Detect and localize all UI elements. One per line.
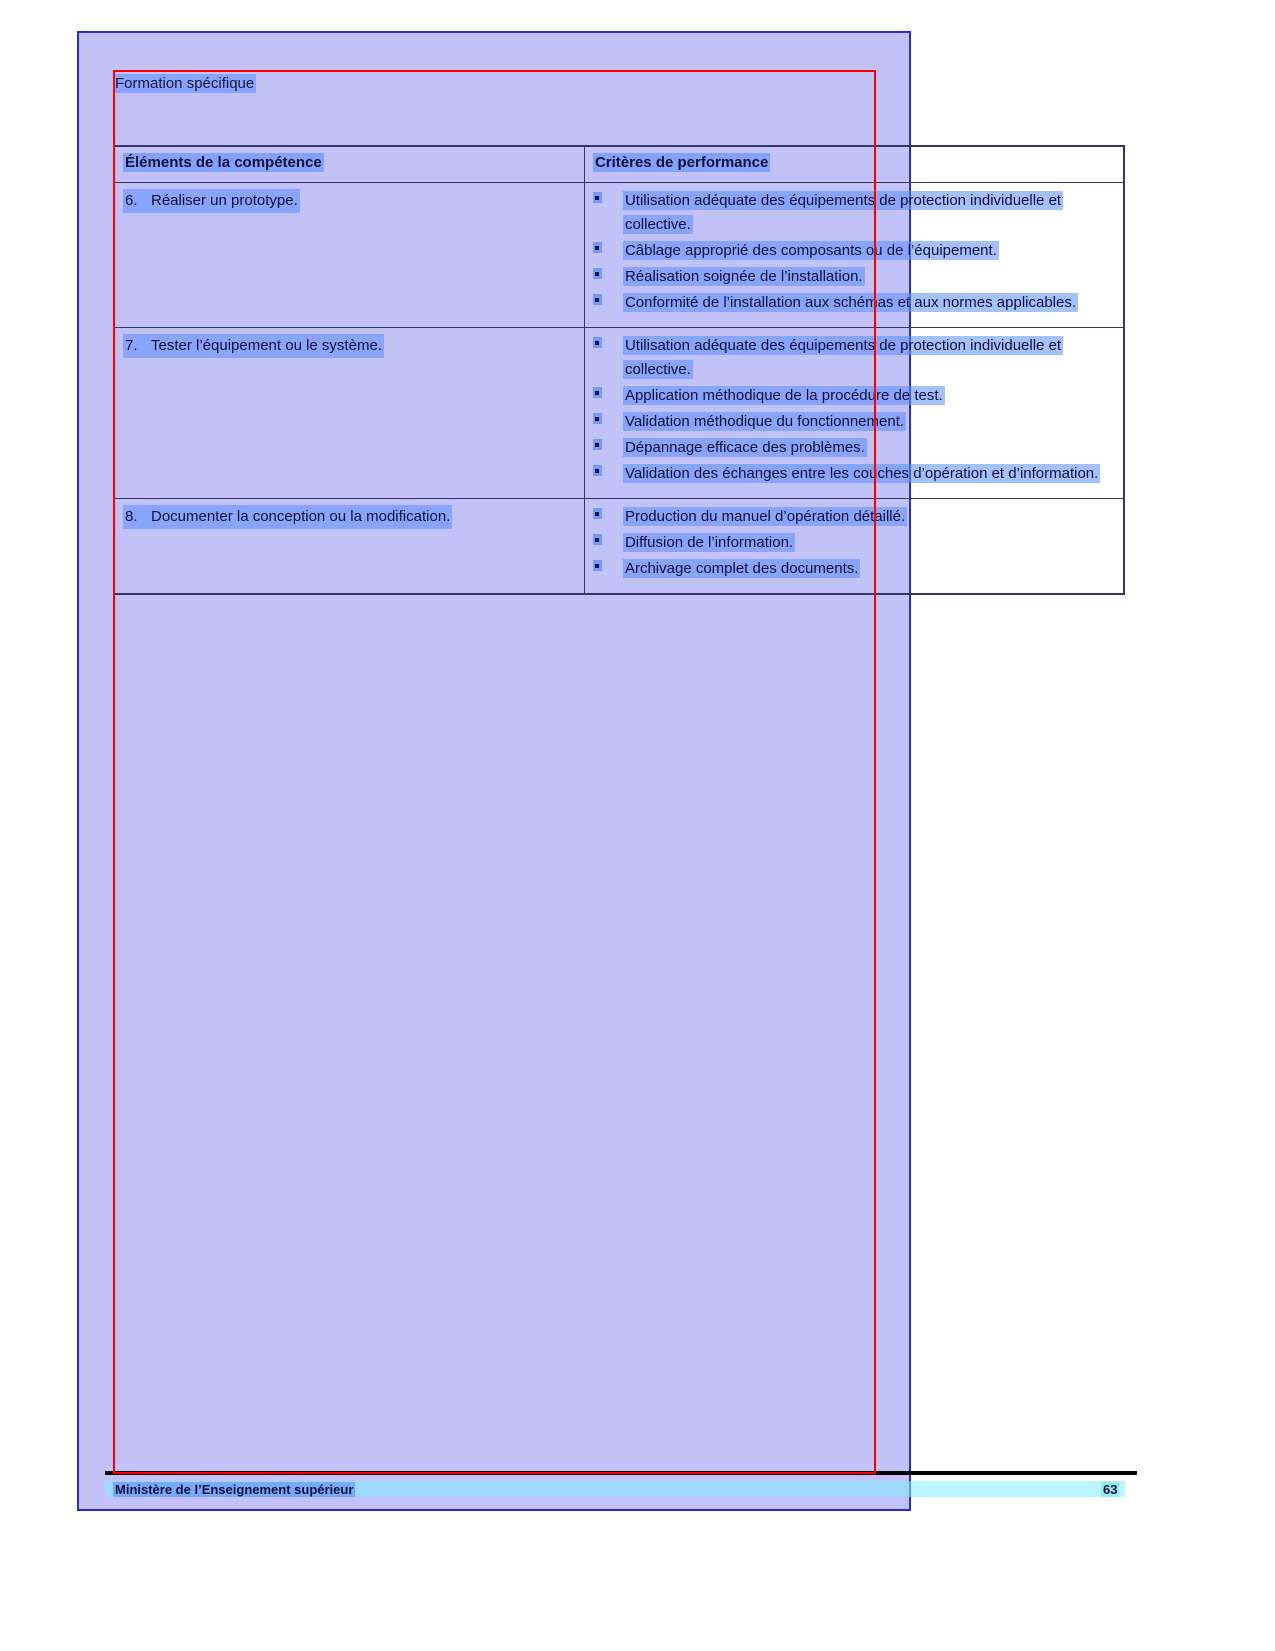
table-row (114, 183, 1124, 328)
criteria-cell (584, 328, 1124, 499)
list-item: Validation des échanges entre les couches d’opération et d’information. (593, 462, 1115, 486)
list-item: Utilisation adéquate des équipements de protection individuelle et collective. (593, 334, 1115, 382)
column-header-elements: Éléments de la compétence (125, 154, 322, 171)
element-cell (114, 499, 584, 595)
criteria-cell (584, 499, 1124, 595)
bullet-icon (593, 192, 602, 203)
table-header-row (114, 146, 1124, 183)
list-item: Validation méthodique du fonctionnement. (593, 410, 1115, 434)
bullet-icon (593, 294, 602, 305)
element-line (123, 334, 384, 358)
header-cell-criteria (584, 146, 1124, 183)
element-number: 6. (125, 192, 138, 209)
list-item: Dépannage efficace des problèmes. (593, 436, 1115, 460)
criteria-list (593, 189, 1115, 315)
bullet-icon (593, 242, 602, 253)
element-cell (114, 183, 584, 328)
competence-table (113, 145, 1125, 595)
element-cell (114, 328, 584, 499)
table-row (114, 328, 1124, 499)
footer-organisation: Ministère de l’Enseignement supérieur (115, 1482, 354, 1497)
element-number: 7. (125, 337, 138, 354)
element-label: Documenter la conception ou la modification. (151, 508, 451, 525)
element-line (123, 505, 452, 529)
bullet-icon (593, 465, 602, 476)
bullet-icon (593, 387, 602, 398)
list-item: Archivage complet des documents. (593, 557, 1115, 581)
list-item: Réalisation soignée de l’installation. (593, 265, 1115, 289)
criteria-list (593, 334, 1115, 486)
list-item: Diffusion de l’information. (593, 531, 1115, 555)
element-line (123, 189, 300, 213)
element-number: 8. (125, 508, 138, 525)
footer-divider (105, 1471, 1137, 1475)
document-header: Formation spécifique (115, 75, 255, 92)
element-label: Réaliser un prototype. (151, 192, 298, 209)
table-row (114, 499, 1124, 595)
list-item: Application méthodique de la procédure de test. (593, 384, 1115, 408)
list-item: Utilisation adéquate des équipements de protection individuelle et collective. (593, 189, 1115, 237)
bullet-icon (593, 439, 602, 450)
bullet-icon (593, 413, 602, 424)
list-item: Câblage approprié des composants ou de l’équipement. (593, 239, 1115, 263)
bullet-icon (593, 560, 602, 571)
element-label: Tester l’équipement ou le système. (151, 337, 382, 354)
criteria-cell (584, 183, 1124, 328)
column-header-criteria: Critères de performance (594, 154, 769, 171)
page-number: 63 (1103, 1482, 1118, 1497)
list-item: Production du manuel d’opération détaillé. (593, 505, 1115, 529)
list-item: Conformité de l’installation aux schémas et aux normes applicables. (593, 291, 1115, 315)
bullet-icon (593, 337, 602, 348)
bullet-icon (593, 508, 602, 519)
bullet-icon (593, 268, 602, 279)
criteria-list (593, 505, 1115, 581)
header-cell-elements (114, 146, 584, 183)
bullet-icon (593, 534, 602, 545)
